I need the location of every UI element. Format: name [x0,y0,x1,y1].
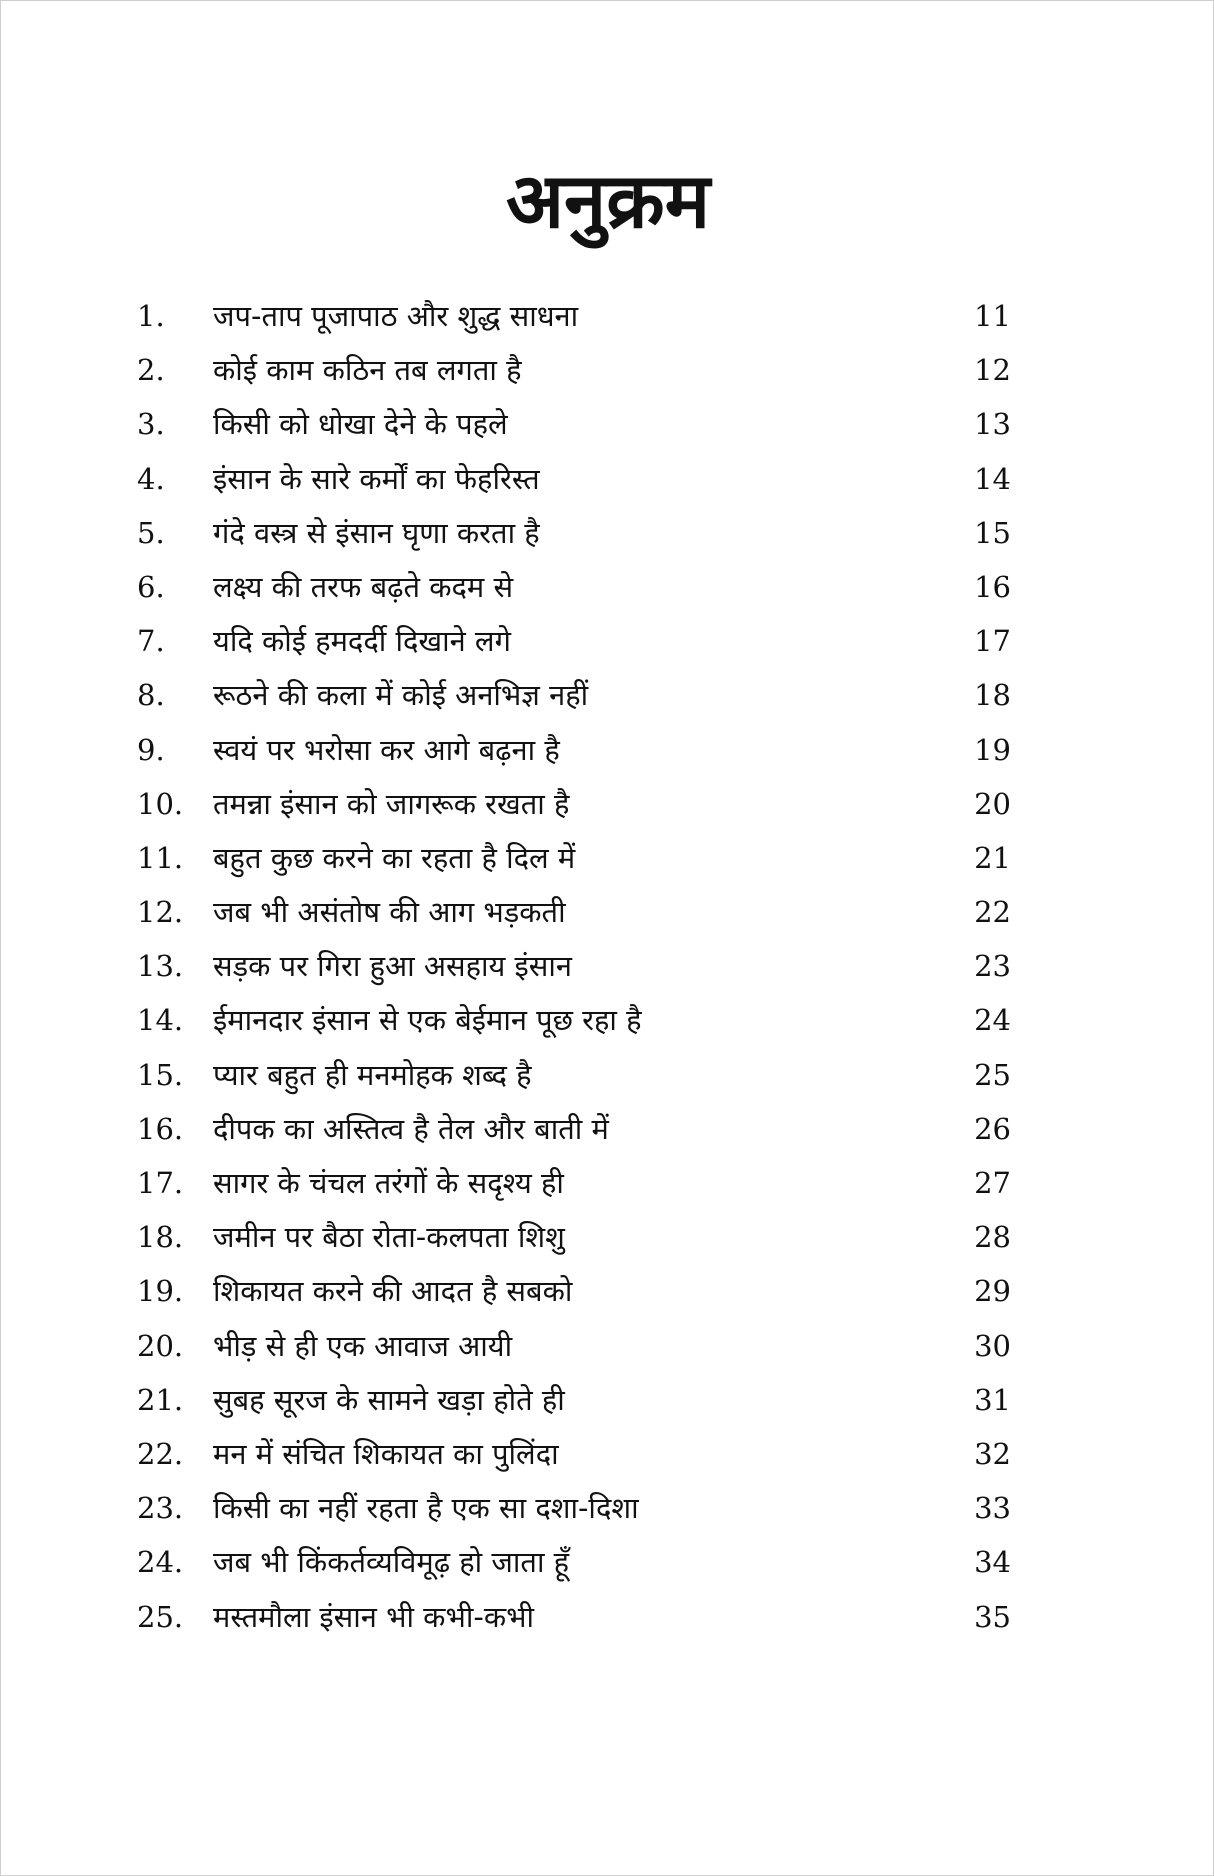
toc-entry-title: मस्तमौला इंसान भी कभी-कभी [213,1599,534,1634]
toc-entry-title: जब भी किंकर्तव्यविमूढ़ हो जाता हूँ [213,1545,570,1580]
toc-entry-title: यदि कोई हमदर्दी दिखाने लगे [213,624,511,659]
toc-entry-title: सड़क पर गिरा हुआ असहाय इंसान [213,949,573,984]
toc-entry-title: गंदे वस्त्र से इंसान घृणा करता है [213,515,540,550]
toc-entry [1,942,1214,996]
toc-entry-number: 21. [137,1382,184,1417]
toc-entry-number: 6. [137,569,165,604]
toc-entry-title: किसी को धोखा देने के पहले [213,407,508,442]
toc-entry-page: 18 [974,678,1011,713]
toc-entry-title: जमीन पर बैठा रोता-कलपता शिशु [213,1220,565,1255]
toc-entry-page: 12 [974,353,1011,388]
toc-entry-title: मन में संचित शिकायत का पुलिंदा [213,1436,559,1471]
toc-entry-page: 16 [974,569,1011,604]
toc-entry-title: किसी का नहीं रहता है एक सा दशा-दिशा [213,1491,639,1526]
toc-entry-page: 31 [974,1382,1011,1417]
toc-entry [1,996,1214,1050]
toc-entry [1,292,1214,346]
toc-entry-title: लक्ष्य की तरफ बढ़ते कदम से [213,569,514,604]
toc-entry-page: 15 [974,515,1011,550]
toc-entry-number: 12. [137,895,184,930]
toc-entry-title: सागर के चंचल तरंगों के सदृश्य ही [213,1166,564,1200]
toc-entry [1,1159,1214,1213]
toc-entry-page: 14 [974,461,1011,496]
toc-entry [1,563,1214,617]
toc-entry-page: 30 [974,1328,1011,1363]
toc-entry-number: 7. [137,624,165,659]
toc-entry [1,834,1214,888]
toc-entry-number: 8. [137,678,165,713]
toc-entry [1,888,1214,942]
toc-entry-number: 4. [137,461,165,496]
toc-entry [1,1051,1214,1105]
toc-entry [1,726,1214,780]
toc-entry-title: स्वयं पर भरोसा कर आगे बढ़ना है [213,732,560,767]
toc-entry-title: रूठने की कला में कोई अनभिज्ञ नहीं [213,678,589,713]
toc-entry-page: 17 [974,624,1011,659]
toc-entry-page: 22 [974,895,1011,930]
toc-entry-number: 24. [137,1545,184,1580]
toc-entry-number: 23. [137,1491,184,1526]
toc-entry-page: 32 [974,1436,1011,1471]
toc-entry-page: 34 [974,1545,1011,1580]
toc-entry-title: जब भी असंतोष की आग भड़कती [213,895,566,930]
toc-entry-title: इंसान के सारे कर्मों का फेहरिस्त [213,461,540,496]
toc-entry-page: 21 [974,840,1011,875]
toc-entry-page: 28 [974,1220,1011,1255]
toc-entry [1,455,1214,509]
toc-entry-number: 13. [137,949,184,984]
toc-entry-title: दीपक का अस्तित्व है तेल और बाती में [213,1111,609,1146]
toc-entry-page: 19 [974,732,1011,767]
toc-entry [1,1376,1214,1430]
toc-entry [1,780,1214,834]
toc-entry-number: 2. [137,353,165,388]
toc-entry [1,1538,1214,1592]
toc-entry-number: 9. [137,732,165,767]
toc-entry-page: 13 [974,407,1011,442]
toc-entry [1,1593,1214,1647]
toc-entry [1,1430,1214,1484]
toc-entry-number: 14. [137,1003,184,1038]
toc-entry-number: 11. [137,840,184,875]
toc-entry-title: शिकायत करने की आदत है सबको [213,1274,573,1309]
toc-entry-number: 1. [137,299,165,333]
toc-entry-number: 22. [137,1436,184,1471]
toc-entry [1,509,1214,563]
toc-entry-number: 25. [137,1599,184,1634]
toc-entry-page: 25 [974,1057,1011,1092]
toc-entry-page: 24 [974,1003,1011,1038]
toc-entry-number: 3. [137,407,165,442]
toc-entry-title: ईमानदार इंसान से एक बेईमान पूछ रहा है [213,1003,642,1038]
toc-entry-number: 20. [137,1328,184,1363]
toc-entry-title: तमन्ना इंसान को जागरूक रखता है [213,786,570,821]
toc-entry-page: 35 [974,1599,1011,1634]
toc-entry-page: 29 [974,1274,1011,1309]
page-title: अनुक्रम [505,156,711,245]
toc-entry-title: जप-ताप पूजापाठ और शुद्ध साधना [213,299,579,333]
toc-entry-title: भीड़ से ही एक आवाज आयी [213,1328,513,1363]
toc-entry-number: 5. [137,515,165,550]
toc-entry [1,1484,1214,1538]
toc-entry-number: 16. [137,1111,184,1146]
toc-entry-title: बहुत कुछ करने का रहता है दिल में [213,840,576,875]
toc-entry [1,1267,1214,1321]
table-of-contents [1,292,1214,1647]
toc-entry-title: सुबह सूरज के सामने खड़ा होते ही [213,1382,565,1417]
toc-entry-number: 19. [137,1274,184,1309]
toc-entry-title: कोई काम कठिन तब लगता है [213,353,522,388]
toc-entry [1,1322,1214,1376]
toc-entry-page: 33 [974,1491,1011,1526]
toc-entry [1,400,1214,454]
toc-entry-number: 15. [137,1057,184,1092]
toc-entry-page: 20 [974,786,1011,821]
toc-entry-page: 27 [974,1166,1011,1200]
toc-entry-number: 10. [137,786,184,821]
toc-entry-page: 11 [974,299,1011,333]
toc-entry-title: प्यार बहुत ही मनमोहक शब्द है [213,1057,532,1092]
toc-entry [1,346,1214,400]
toc-entry-page: 23 [974,949,1011,984]
toc-entry [1,671,1214,725]
toc-entry [1,1213,1214,1267]
toc-entry-page: 26 [974,1111,1011,1146]
toc-entry-number: 17. [137,1166,184,1200]
toc-entry [1,1105,1214,1159]
toc-entry-number: 18. [137,1220,184,1255]
toc-entry [1,617,1214,671]
